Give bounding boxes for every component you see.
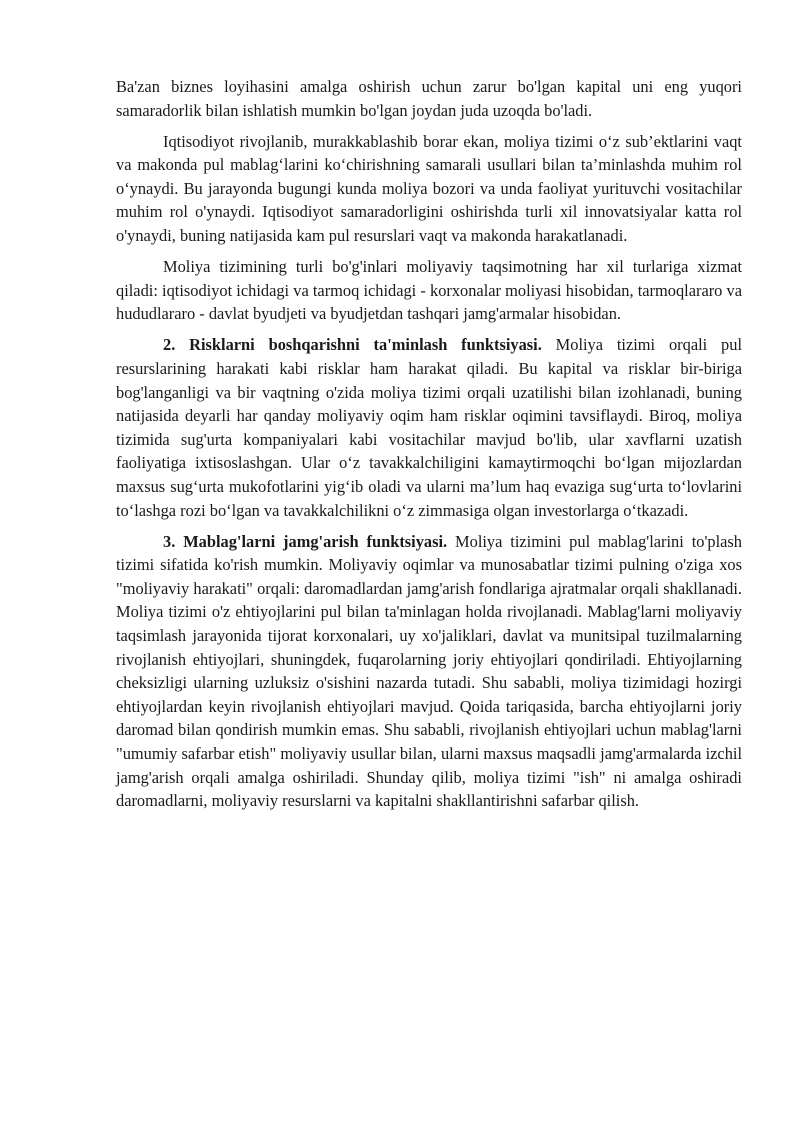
section-heading: 3. Mablag'larni jamg'arish funktsiyasi. [163,531,448,551]
paragraph [116,130,742,248]
paragraph-text: Ba'zan biznes loyihasini amalga oshirish uchun zarur bo'lgan kapital uni eng yuqori samaradorlik bilan ishlatish mumkin bo'lgan joydan juda uzoqda bo'ladi. [116,77,742,120]
paragraph [116,75,742,122]
paragraph [116,333,742,522]
section-heading: 2. Risklarni boshqarishni ta'minlash funktsiyasi. [163,335,542,355]
paragraph-text: Moliya tizimining turli bo'g'inlari moliyaviy taqsimotning har xil turlariga xizmat qiladi: iqtisodiyot ichidagi va tarmoq ichidagi - korxonalar moliyasi hisobidan, tarmoqlararo va hududlararo - davlat byudjeti va byudjetdan tashqari jamg'armalar hisobidan. [116,257,742,324]
paragraph-text: Moliya tizimini pul mablag'larini to'plash tizimi sifatida ko'rish mumkin. Moliyaviy oqimlar va munosabatlar tizimi pulning o'ziga xos "moliyaviy harakati" orqali: daromadlardan jamg'arish fondlariga ajratmalar orqali shakllanadi. Moliya tizimi o'z ehtiyojlarini pul bilan ta'minlagan holda rivojlanadi. Mablag'larni moliyaviy taqsimlash jarayonida tijorat korxonalari, uy xo'jaliklari, davlat va munitsipal tuzilmalarning rivojlanish ehtiyojlari, shuningdek, fuqarolarning joriy ehtiyojlari qondiriladi. Ehtiyojlarning cheksizligi ularning uzluksiz o'sishini nazarda tutadi. Shu sababli, moliya tizimidagi hozirgi ehtiyojlardan keyin rivojlanish ehtiyojlari mavjud. Qoida tariqasida, barcha ehtiyojlarni joriy daromad bilan qondirish mumkin emas. Shu sababli, rivojlanish ehtiyojlari uchun mablag'larni "umumiy safarbar etish" moliyaviy usullar bilan, ularni maxsus maqsadli jamg'armalarda izchil jamg'arish orqali amalga oshiriladi. Shunday qilib, moliya tizimi "ish" ni amalga oshiradi daromadlarni, moliyaviy resurslarni va kapitalni shakllantirishni safarbar qilish. [116,531,742,811]
paragraph-text: Iqtisodiyot rivojlanib, murakkablashib borar ekan, moliya tizimi o‘z sub’ektlarini vaqt va makonda pul mablag‘larini ko‘chirishning samarali usullari bilan ta’minlashda muhim rol o‘ynaydi. Bu jarayonda bugungi kunda moliya bozori va unda faoliyat yurituvchi vositachilar muhim rol o'ynaydi. Iqtisodiyot samaradorligini oshirishda turli xil innovatsiyalar katta rol o'ynaydi, buning natijasida kam pul resurslari vaqt va makonda harakatlanadi. [116,131,742,246]
paragraph [116,255,742,326]
paragraph [116,530,742,813]
paragraph-text: Moliya tizimi orqali pul resurslarining harakati kabi risklar ham harakat qiladi. Bu kapital va risklar bir-biriga bog'langanligi va bir vaqtning o'zida moliya tizimi orqali uzatilishi bilan izohlanadi, buning natijasida deyarli har qanday moliyaviy oqim ham risklar oqimini tavsiflaydi. Biroq, moliya tizimida sug'urta kompaniyalari kabi vositachilar mavjud bo'lib, ular xavflarni uzatish faoliyatiga ixtisoslashgan. Ular o‘z tavakkalchiligini kamaytirmoqchi bo‘lgan mijozlardan maxsus sug‘urta mukofotlarini yig‘ib oladi va ularni ma’lum haq evaziga sug‘urta to‘lovlarini to‘lashga rozi bo‘lgan va tavakkalchilikni o‘z zimmasiga olgan investorlarga o‘tkazadi. [116,335,743,520]
document-body [116,75,742,820]
